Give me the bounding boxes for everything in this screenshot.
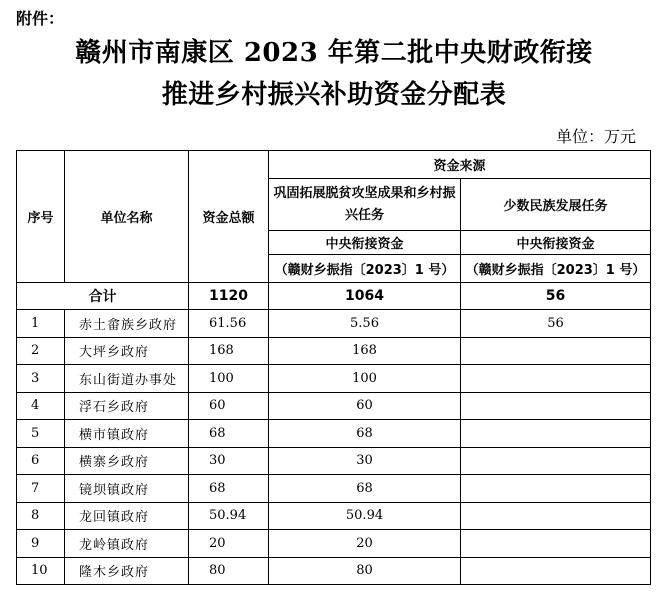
total-row — [17, 283, 651, 310]
row-unit-name: 镜坝镇政府 — [65, 475, 189, 503]
row-col-2 — [461, 447, 651, 475]
row-number: 4 — [17, 392, 65, 420]
table-row — [17, 310, 651, 338]
row-col-2: 56 — [461, 310, 651, 338]
table-row — [17, 530, 651, 558]
annex-label: 附件： — [16, 9, 65, 28]
row-number: 8 — [17, 502, 65, 530]
total-col-1: 1064 — [269, 283, 461, 310]
allocation-table — [16, 150, 651, 585]
row-unit-name: 隆木乡政府 — [65, 557, 189, 585]
row-col-1: 50.94 — [269, 502, 461, 530]
row-total: 30 — [189, 447, 269, 475]
header-fund-1: 中央衔接资金 — [269, 231, 461, 255]
table-row — [17, 502, 651, 530]
row-total: 61.56 — [189, 310, 269, 338]
row-col-2 — [461, 530, 651, 558]
row-total: 20 — [189, 530, 269, 558]
row-number: 5 — [17, 420, 65, 448]
table-row — [17, 337, 651, 365]
row-unit-name: 横市镇政府 — [65, 420, 189, 448]
row-col-1: 100 — [269, 365, 461, 393]
document-title-line-2: 推进乡村振兴补助资金分配表 — [161, 80, 507, 110]
row-col-2 — [461, 420, 651, 448]
table-row — [17, 447, 651, 475]
row-unit-name: 赤土畲族乡政府 — [65, 310, 189, 338]
row-unit-name: 东山街道办事处 — [65, 365, 189, 393]
row-total: 50.94 — [189, 502, 269, 530]
row-col-2 — [461, 475, 651, 503]
row-total: 168 — [189, 337, 269, 365]
row-total: 60 — [189, 392, 269, 420]
header-total: 资金总额 — [189, 151, 269, 283]
row-number: 9 — [17, 530, 65, 558]
total-col-2: 56 — [461, 283, 651, 310]
table-row — [17, 420, 651, 448]
row-total: 68 — [189, 420, 269, 448]
row-col-2 — [461, 365, 651, 393]
row-col-2 — [461, 337, 651, 365]
header-task-2: 少数民族发展任务 — [461, 179, 651, 231]
row-col-1: 80 — [269, 557, 461, 585]
row-total: 80 — [189, 557, 269, 585]
header-doc-2: （赣财乡振指〔2023〕1 号） — [461, 255, 651, 283]
row-unit-name: 龙岭镇政府 — [65, 530, 189, 558]
total-amount: 1120 — [189, 283, 269, 310]
row-total: 68 — [189, 475, 269, 503]
row-col-2 — [461, 392, 651, 420]
row-number: 7 — [17, 475, 65, 503]
row-col-1: 168 — [269, 337, 461, 365]
row-col-1: 20 — [269, 530, 461, 558]
row-unit-name: 浮石乡政府 — [65, 392, 189, 420]
table-row — [17, 475, 651, 503]
unit-label: 单位：万元 — [555, 127, 636, 146]
row-col-1: 68 — [269, 475, 461, 503]
row-col-1: 30 — [269, 447, 461, 475]
row-number: 2 — [17, 337, 65, 365]
header-unit-name: 单位名称 — [65, 151, 189, 283]
header-fund-2: 中央衔接资金 — [461, 231, 651, 255]
row-unit-name: 横寨乡政府 — [65, 447, 189, 475]
row-col-1: 68 — [269, 420, 461, 448]
row-col-1: 60 — [269, 392, 461, 420]
row-col-2 — [461, 557, 651, 585]
row-total: 100 — [189, 365, 269, 393]
header-doc-1: （赣财乡振指〔2023〕1 号） — [269, 255, 461, 283]
row-number: 6 — [17, 447, 65, 475]
row-number: 3 — [17, 365, 65, 393]
row-number: 10 — [17, 557, 65, 585]
row-unit-name: 龙回镇政府 — [65, 502, 189, 530]
table-row — [17, 365, 651, 393]
row-number: 1 — [17, 310, 65, 338]
header-seq: 序号 — [17, 151, 65, 283]
row-unit-name: 大坪乡政府 — [65, 337, 189, 365]
table-row — [17, 392, 651, 420]
header-task-1: 巩固拓展脱贫攻坚成果和乡村振兴任务 — [269, 179, 461, 231]
row-col-2 — [461, 502, 651, 530]
document-title-line-1: 赣州市南康区 2023 年第二批中央财政衔接 — [75, 38, 593, 68]
table-row — [17, 557, 651, 585]
row-col-1: 5.56 — [269, 310, 461, 338]
header-source: 资金来源 — [269, 151, 651, 179]
total-label: 合计 — [17, 283, 189, 310]
